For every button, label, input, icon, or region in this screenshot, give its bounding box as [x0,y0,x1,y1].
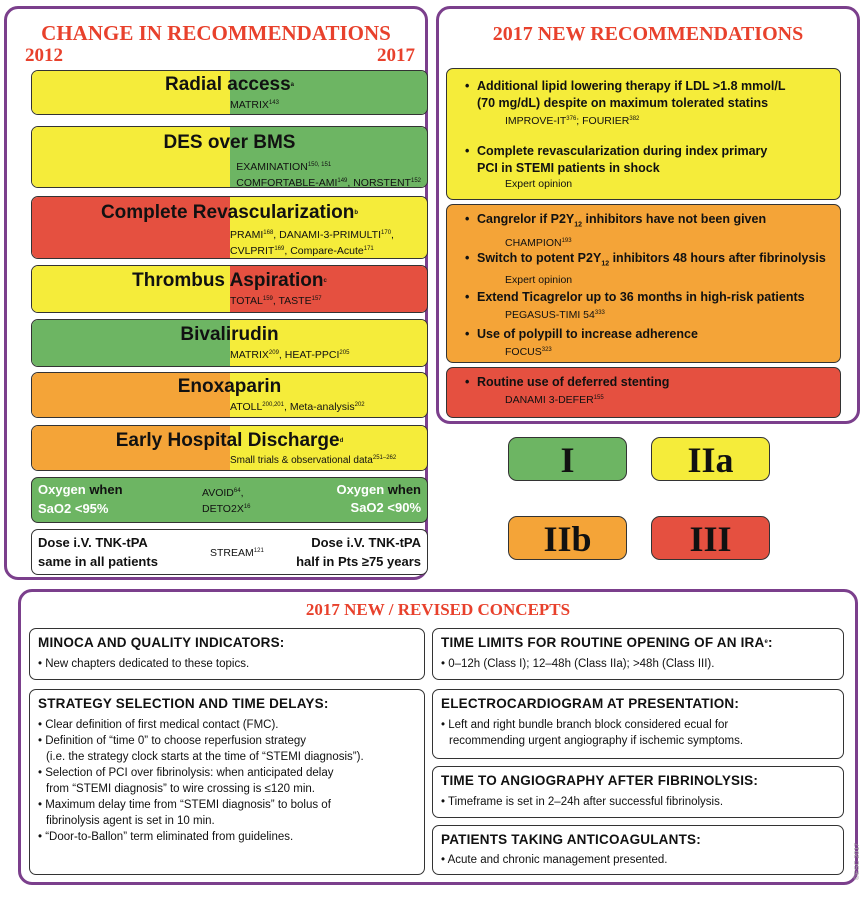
bar-refs: MATRIX$^{143}$ [230,99,279,111]
year-to: 2017 [377,45,415,66]
panel-title: 2017 NEW / REVISED CONCEPTS [305,600,571,619]
bar-tnk-tpa [31,529,428,575]
tnk-right-line1: Dose i.V. TNK-tPA [311,535,421,550]
ecg-box: ELECTROCARDIOGRAM AT PRESENTATION: • Left and right bundle branch block considered ecual for recommending urgent angiography if ischemic symptoms. [432,689,844,759]
oxygen-right-when: when [387,482,421,497]
bar-refs: MATRIX$^{209}$, HEAT-PPCI$^{205}$ [230,349,350,361]
bar-label: DES over BMS [163,132,296,153]
change-recommendations-panel [4,6,428,580]
angiography-box: TIME TO ANGIOGRAPHY AFTER FIBRINOLYSIS: • Timeframe is set in 2–24h after successful fibrinolysis. [432,766,844,818]
panel-title: CHANGE IN RECOMMENDATIONS [41,21,391,45]
bar-refs: PRAMI$^{168}$, DANAMI-3-PRIMULTI$^{170}$, CVLPRIT$^{169}$, Compare-Acute$^{171}$ [230,229,394,257]
section-heading: TIME LIMITS FOR ROUTINE OPENING OF AN IRA$^e$: [441,635,773,650]
bar-refs: ATOLL$^{200,201}$, Meta-analysis$^{202}$ [230,401,365,413]
bar-label: Bivalirudin [180,324,279,345]
legend-class-i: I [508,437,627,481]
oxygen-left-word: Oxygen [38,482,86,497]
recommendation-item: • Additional lipid lowering therapy if LDL >1.8 mmol/L (70 mg/dL) despite on maximum tolerated statins IMPROVE-IT$^{376}$; FOURIER$^{382}$ [465,79,786,127]
section-heading: STRATEGY SELECTION AND TIME DELAYS: [38,696,329,711]
oxygen-left-condition: SaO2 <95% [38,501,109,516]
bar-refs: Small trials & observational data$^{251-262}$ [230,455,397,466]
recommendation-item: • Extend Ticagrelor up to 36 months in high-risk patients PEGASUS-TIMI $54^{333}$ [465,290,805,321]
recommendation-item: • Complete revascularization during index primary PCI in STEMI patients in shock Expert opinion [465,144,768,190]
minoca-box: MINOCA AND QUALITY INDICATORS: • New chapters dedicated to these topics. [29,628,425,680]
bar-label: Early Hospital Discharge [115,430,340,451]
bar-bivalirudin [31,319,428,367]
bar-label: Enoxaparin [177,376,282,397]
bar-thrombus-aspiration: Thrombus Aspiration$^c$ TOTAL$^{159}$, TASTE$^{157}$ [31,265,428,313]
bar-label: Complete Revascularization [100,202,355,223]
recommendation-item: • Cangrelor if $P2Y_{12}$ inhibitors have not been given CHAMPION$^{193}$ [465,212,767,249]
oxygen-right-word: Oxygen [336,482,385,497]
copyright-watermark: ©ESC 2017 [854,842,861,880]
oxygen-trials: AVOID$^{64}$, $DETO2X^{16}$ [202,487,251,515]
section-heading: ELECTROCARDIOGRAM AT PRESENTATION: [441,696,740,711]
section-heading: PATIENTS TAKING ANTICOAGULANTS: [441,832,701,847]
oxygen-right-condition: SaO2 <90% [350,500,421,515]
legend-class-iii: III [651,516,770,560]
section-heading: MINOCA AND QUALITY INDICATORS: [38,635,285,650]
bar-oxygen [31,477,428,523]
recommendation-item: • Use of polypill to increase adherence FOCUS$^{323}$ [465,327,698,358]
tnk-left-line2: same in all patients [38,554,158,569]
strategy-box: STRATEGY SELECTION AND TIME DELAYS: • Clear definition of first medical contact (FMC). • Definition of “time 0” to choose reperfusion strategy (i.e. the strategy clock starts at the time of “STEMI diagnosis”). • Selection of PCI over fibrinolysis: when anticipated delay from “STEMI diagnosis” to wire crossing is ≤120 min. • Maximum delay time from “STEMI diagnosis” to bolus of fibrinolysis agent is set in 10 min. • “Door-to-Ballon” term eliminated from guidelines. [29,689,425,875]
class-iii-box [446,367,841,418]
bar-early-hospital-discharge: Early Hospital Discharge$^d$ Small trials & observational data$^{251-262}$ [31,425,428,471]
tnk-trial: STREAM$^{121}$ [210,547,264,559]
legend-class-iib: IIb [508,516,627,560]
class-iib-box [446,204,841,363]
time-limits-box: TIME LIMITS FOR ROUTINE OPENING OF AN IRA$^e$: • 0–12h (Class I); 12–48h (Class IIa); >48h (Class III). [432,628,844,680]
bar-des-over-bms [31,126,428,188]
tnk-right-line2: half in Pts ≥75 years [296,554,421,569]
legend-class-iia: IIa [651,437,770,481]
oxygen-left-when: when [89,482,123,497]
bar-label: Thrombus Aspiration [132,270,324,291]
bar-radial-access: Radial access$^a$ MATRIX$^{143}$ [31,70,428,115]
bar-refs: EXAMINATION$^{150, 151}$ COMFORTABLE-AMI$^{149}$, NORSTENT$^{152}$ [236,161,421,188]
bar-label: Radial access [164,74,291,95]
tnk-left-line1: Dose i.V. TNK-tPA [38,535,148,550]
year-from: 2012 [25,45,63,66]
anticoagulants-box: PATIENTS TAKING ANTICOAGULANTS: • Acute and chronic management presented. [432,825,844,875]
bar-complete-revascularization: Complete Revascularization$^b$ PRAMI$^{168}$, DANAMI-3-PRIMULTI$^{170}$, CVLPRIT$^{169}$, Compare-Acute$^{171}$ [31,196,428,259]
bar-refs: TOTAL$^{159}$, TASTE$^{157}$ [230,295,322,307]
panel-title: 2017 NEW RECOMMENDATIONS [492,23,804,45]
recommendation-item: • Routine use of deferred stenting DANAMI 3-DEFER$^{155}$ [465,375,670,406]
class-i-box [446,68,841,200]
recommendation-item: • Switch to potent $P2Y_{12}$ inhibitors 48 hours after fibrinolysis Expert opinion [465,251,826,286]
section-heading: TIME TO ANGIOGRAPHY AFTER FIBRINOLYSIS: [441,773,759,788]
bar-enoxaparin [31,372,428,418]
